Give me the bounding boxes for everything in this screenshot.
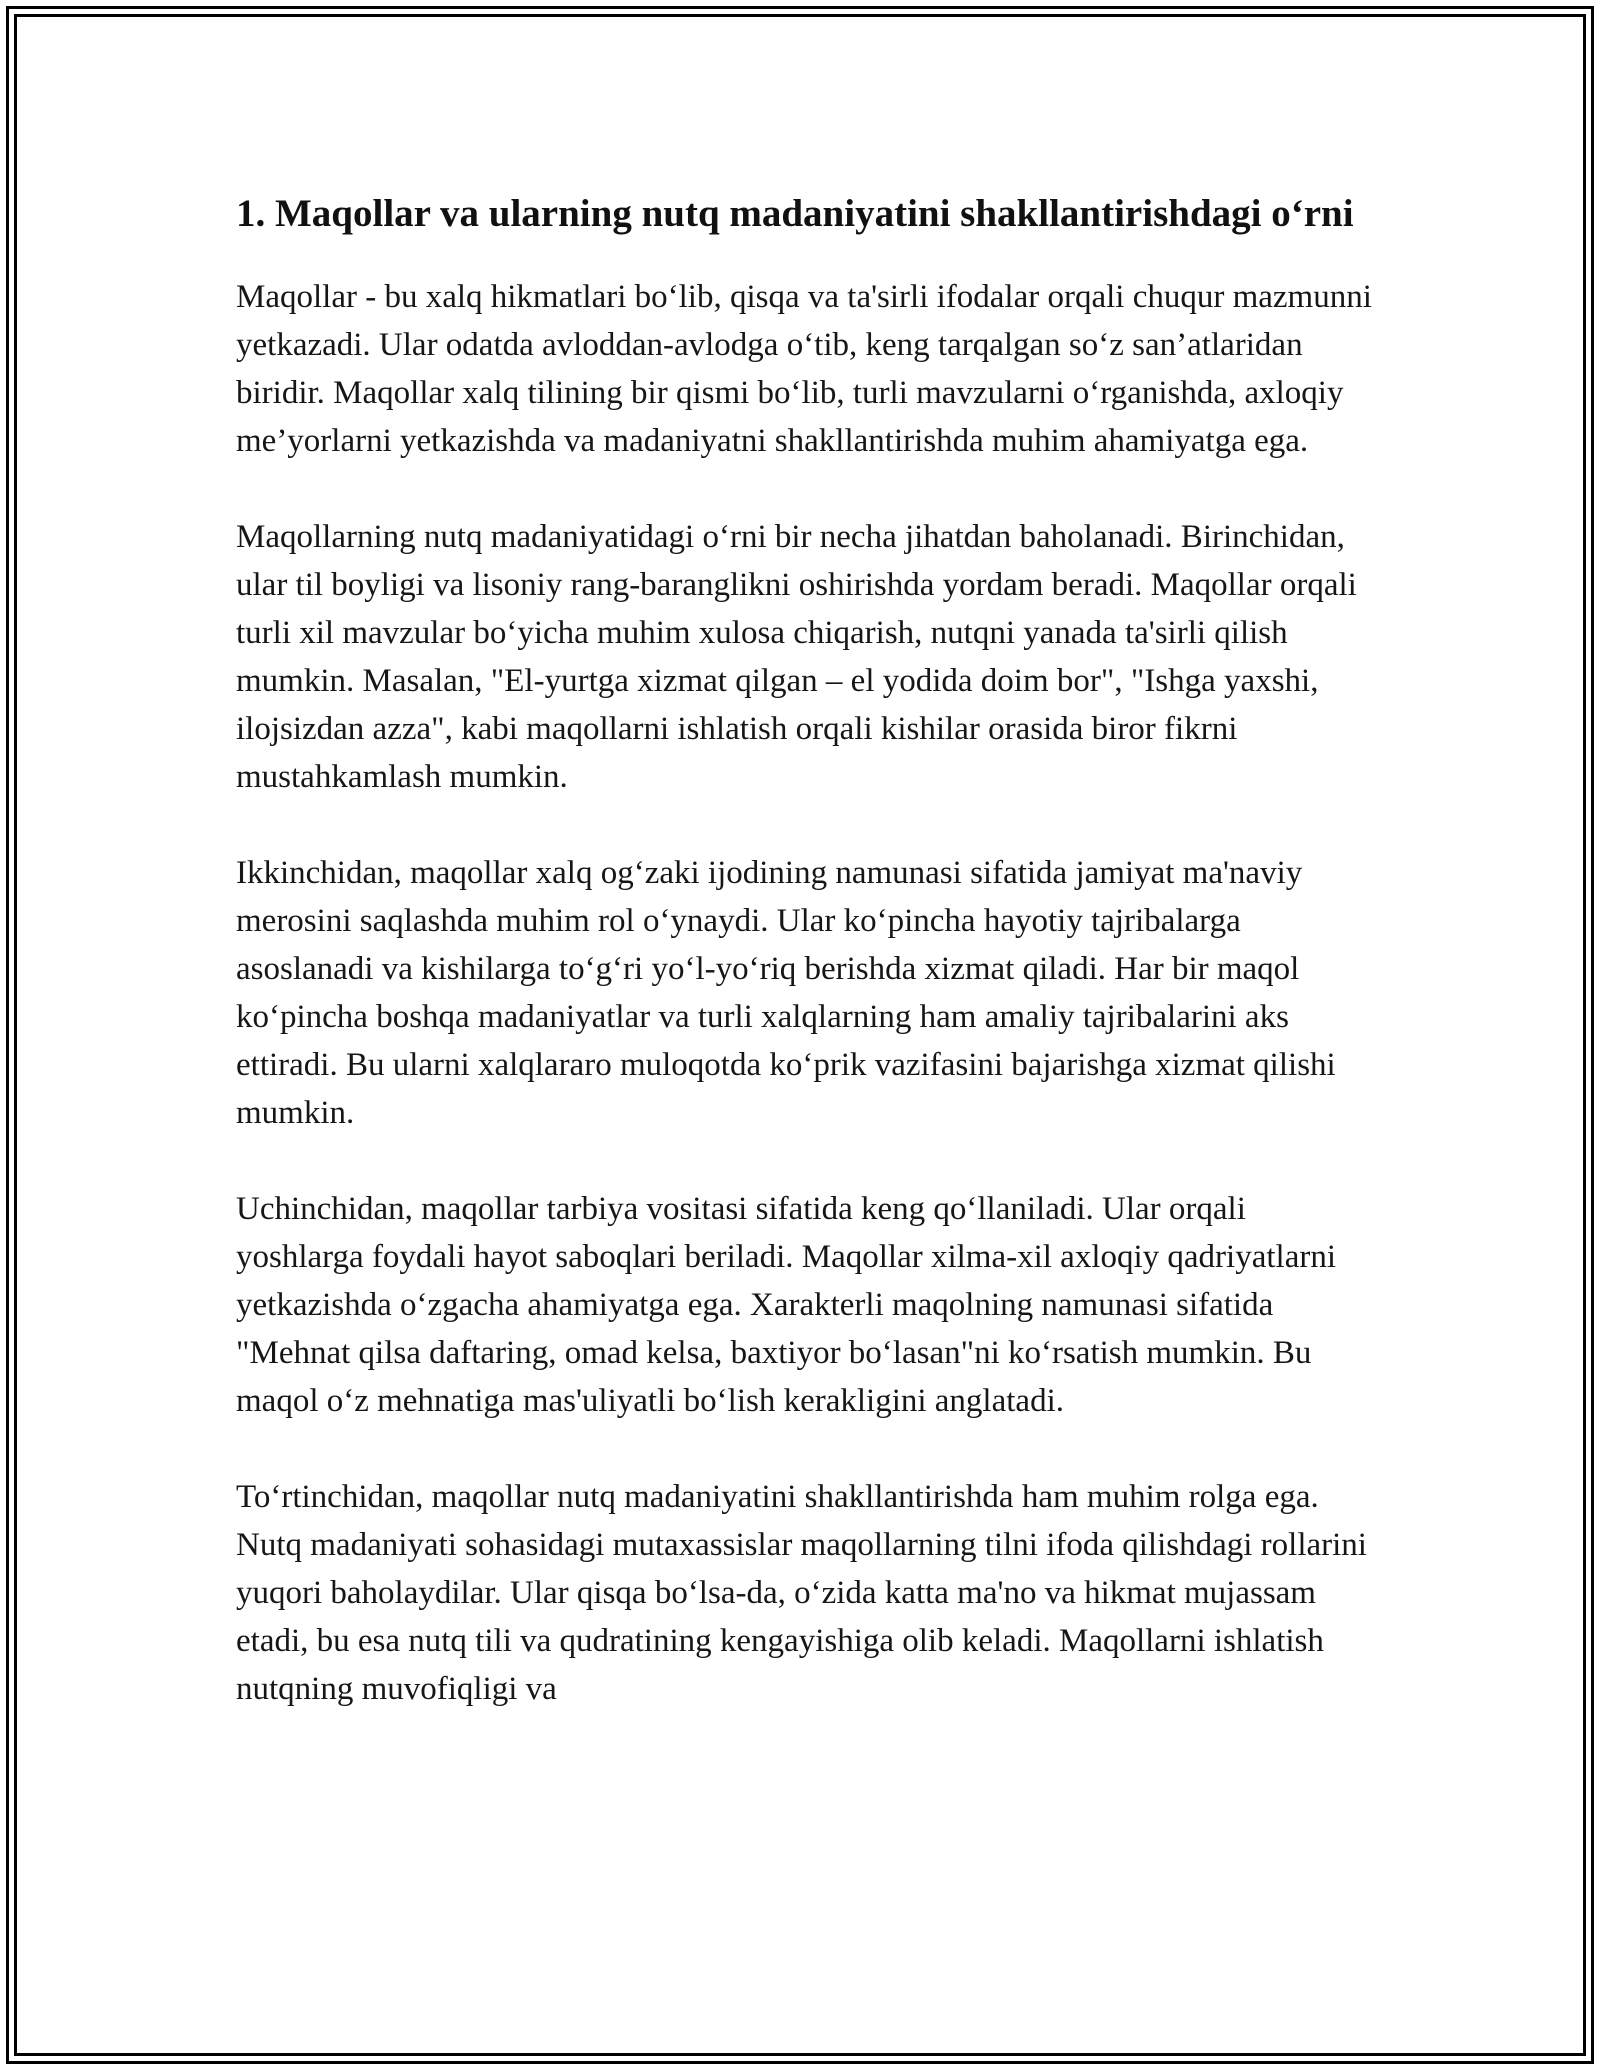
section-heading: 1. Maqollar va ularning nutq madaniyatini shakllantirishdagi o‘rni [236,192,1354,235]
paragraph-fourth-point: To‘rtinchidan, maqollar nutq madaniyatini shakllantirishda ham muhim rolga ega. Nutq madaniyati sohasidagi mutaxassislar maqollarning tilni ifoda qilishdagi rollarini yuqori baholaydilar. Ular qisqa bo‘lsa-da, o‘zida katta ma'no va hikmat mujassam etadi, bu esa nutq tili va qudratining kengayishiga olib keladi. Maqollarni ishlatish nutqning muvofiqligi va [236,1479,1367,1707]
paragraph-second-point: Ikkinchidan, maqollar xalq og‘zaki ijodining namunasi sifatida jamiyat ma'naviy merosini saqlashda muhim rol o‘ynaydi. Ular ko‘pincha hayotiy tajribalarga asoslanadi va kishilarga to‘g‘ri yo‘l-yo‘riq berishda xizmat qiladi. Har bir maqol ko‘pincha boshqa madaniyatlar va turli xalqlarning ham amaliy tajribalarini aks ettiradi. Bu ularni xalqlararo muloqotda ko‘prik vazifasini bajarishga xizmat qilishi mumkin. [236,855,1336,1131]
paragraph-third-point: Uchinchidan, maqollar tarbiya vositasi sifatida keng qo‘llaniladi. Ular orqali yoshlarga foydali hayot saboqlari beriladi. Maqollar xilma-xil axloqiy qadriyatlarni yetkazishda o‘zgacha ahamiyatga ega. Xarakterli maqolning namunasi sifatida "Mehnat qilsa daftaring, omad kelsa, baxtiyor bo‘lasan"ni ko‘rsatish mumkin. Bu maqol o‘z mehnatiga mas'uliyatli bo‘lish kerakligini anglatadi. [236,1191,1337,1419]
paragraph-intro: Maqollar - bu xalq hikmatlari bo‘lib, qisqa va ta'sirli ifodalar orqali chuqur mazmunni yetkazadi. Ular odatda avloddan-avlodga o‘tib, keng tarqalgan so‘z san’atlaridan biridir. Maqollar xalq tilining bir qismi bo‘lib, turli mavzularni o‘rganishda, axloqiy me’yorlarni yetkazishda va madaniyatni shakllantirishda muhim ahamiyatga ega. [236,279,1372,459]
document-body [236,186,1376,1761]
paragraph-first-point: Maqollarning nutq madaniyatidagi o‘rni bir necha jihatdan baholanadi. Birinchidan, ular til boyligi va lisoniy rang-baranglikni oshirishda yordam beradi. Maqollar orqali turli xil mavzular bo‘yicha muhim xulosa chiqarish, nutqni yanada ta'sirli qilish mumkin. Masalan, "El-yurtga xizmat qilgan – el yodida doim bor", "Ishga yaxshi, ilojsizdan azza", kabi maqollarni ishlatish orqali kishilar orasida biror fikrni mustahkamlash mumkin. [236,519,1357,795]
